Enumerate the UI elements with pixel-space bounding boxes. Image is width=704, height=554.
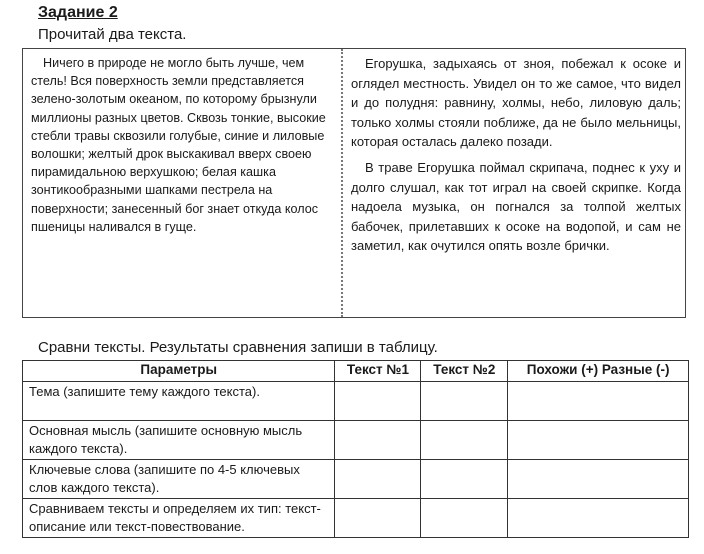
answer-cell[interactable] <box>335 460 421 499</box>
text2-column <box>351 54 681 256</box>
answer-cell[interactable] <box>508 382 689 421</box>
answer-cell[interactable] <box>508 421 689 460</box>
text2-paragraph-1: Егорушка, задыхаясь от зноя, побежал к осоке и оглядел местность. Увидел он то же самое, что видел и до полудня: равнину, холмы, небо, лиловую даль; только холмы стояли поближе, да не было мельницы, которая осталась далеко позади. <box>351 56 681 150</box>
text2-paragraph-2: В траве Егорушка поймал скрипача, поднес к уху и долго слушал, как тот играл на своей скрипке. Когда надоела музыка, он погнался за толпой желтых бабочек, прилетавших к осоке на водопой, и сам не заметил, как очутился опять возле брички. <box>351 159 681 254</box>
answer-cell[interactable] <box>421 499 508 538</box>
answer-cell[interactable] <box>421 460 508 499</box>
answer-cell[interactable] <box>421 382 508 421</box>
comparison-table <box>22 360 689 538</box>
header-similar-different: Похожи (+) Разные (-) <box>508 361 689 382</box>
header-text2: Текст №2 <box>421 361 508 382</box>
answer-cell[interactable] <box>508 499 689 538</box>
answer-cell[interactable] <box>508 460 689 499</box>
task-instruction: Прочитай два текста. <box>38 26 187 43</box>
column-divider <box>341 49 343 317</box>
header-parameters: Параметры <box>23 361 335 382</box>
task-title: Задание 2 <box>38 4 118 21</box>
answer-cell[interactable] <box>335 499 421 538</box>
table-row <box>23 382 689 421</box>
answer-cell[interactable] <box>421 421 508 460</box>
texts-box <box>22 48 686 318</box>
row-label-text-type: Сравниваем тексты и определяем их тип: текст-описание или текст-повествование. <box>23 499 335 538</box>
row-label-keywords: Ключевые слова (запишите по 4-5 ключевых слов каждого текста). <box>23 460 335 499</box>
text1-paragraph: Ничего в природе не могло быть лучше, чем стель! Вся поверхность земли представляется зелено-золотым океаном, по которому брызнули миллионы разных цветов. Сквозь тонкие, высокие стебли травы сквозили голубые, синие и лиловые волошки; желтый дрок выскакивал вверх своею пирамидальною верхушкою; белая кашка зонтикообразными шапками пестрела на поверхности; занесенный бог знает откуда колос пшеницы наливался в гуще. <box>31 56 326 234</box>
table-row <box>23 421 689 460</box>
header-text1: Текст №1 <box>335 361 421 382</box>
row-label-theme: Тема (запишите тему каждого текста). <box>23 382 335 421</box>
answer-cell[interactable] <box>335 382 421 421</box>
compare-instruction: Сравни тексты. Результаты сравнения запиши в таблицу. <box>38 339 438 356</box>
table-row <box>23 499 689 538</box>
row-label-main-idea: Основная мысль (запишите основную мысль каждого текста). <box>23 421 335 460</box>
answer-cell[interactable] <box>335 421 421 460</box>
text1-column <box>31 54 335 236</box>
table-header-row <box>23 361 689 382</box>
table-row <box>23 460 689 499</box>
